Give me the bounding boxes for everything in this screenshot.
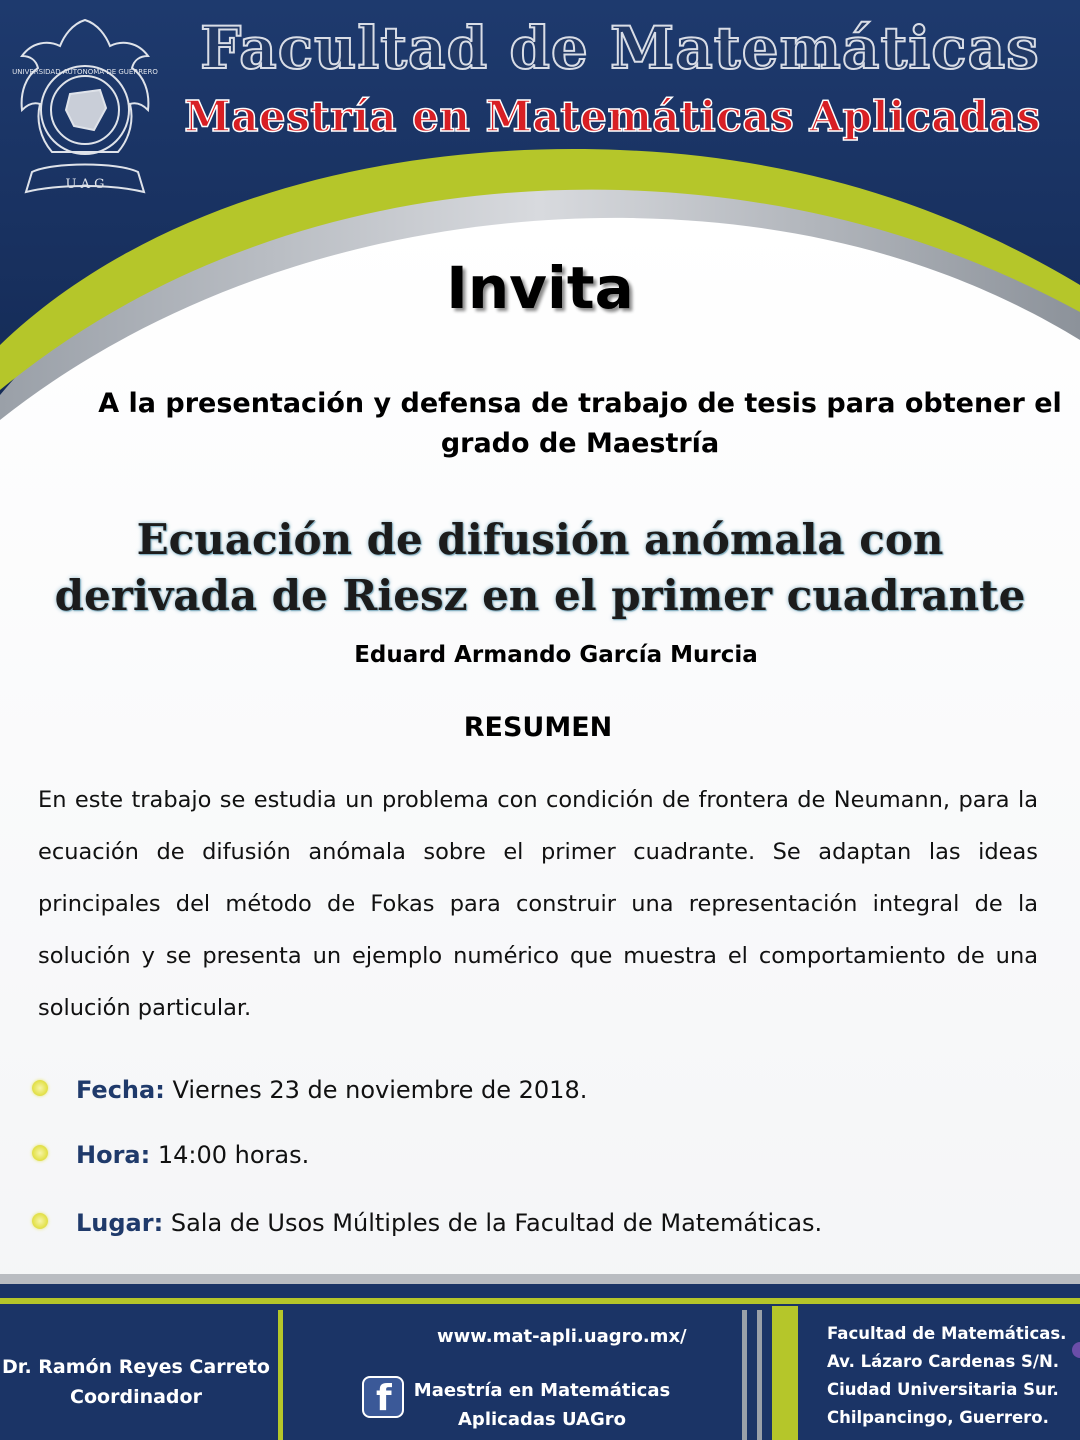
detail-label: Fecha:	[76, 1076, 165, 1104]
detail-hora	[32, 1141, 1032, 1169]
coordinator-block	[0, 1352, 272, 1412]
address-line: Facultad de Matemáticas.	[827, 1324, 1067, 1343]
footer-divider-gray-2	[757, 1310, 762, 1440]
address-line: Ciudad Universitaria Sur.	[827, 1380, 1059, 1399]
thesis-title	[20, 512, 1060, 624]
invitation-heading: Invita	[446, 254, 634, 322]
facebook-icon[interactable]: f	[362, 1376, 404, 1418]
program-title: Maestría en Matemáticas Aplicadas	[184, 92, 1041, 141]
thesis-title-line-2: derivada de Riesz en el primer cuadrante	[54, 571, 1026, 620]
detail-fecha	[32, 1076, 1032, 1104]
facebook-page-link[interactable]	[404, 1376, 680, 1434]
abstract-body: En este trabajo se estudia un problema con condición de frontera de Neumann, para la ecuación de difusión anómala sobre el primer cuadrante. Se adaptan las ideas principales del método de Fokas para construir una representación integral de la solución y se presenta un ejemplo numérico que muestra el comportamiento de una solución particular.	[38, 787, 1038, 1021]
footer-divider-green	[772, 1306, 798, 1440]
website-link[interactable]: www.mat-apli.uagro.mx/	[437, 1326, 687, 1347]
university-seal	[12, 12, 158, 204]
footer-divider-left	[278, 1310, 283, 1440]
detail-value: Sala de Usos Múltiples de la Facultad de Matemáticas.	[170, 1209, 823, 1237]
detail-value: 14:00 horas.	[157, 1141, 310, 1169]
address-line: Av. Lázaro Cardenas S/N.	[827, 1352, 1060, 1371]
facebook-line-2: Aplicadas UAGro	[458, 1409, 626, 1430]
bullet-icon	[32, 1213, 48, 1229]
facebook-line-1: Maestría en Matemáticas	[413, 1380, 671, 1401]
detail-value: Viernes 23 de noviembre de 2018.	[172, 1076, 588, 1104]
detail-label: Hora:	[76, 1141, 151, 1169]
address-line: Chilpancingo, Guerrero.	[827, 1408, 1049, 1427]
bullet-icon	[32, 1080, 48, 1096]
seal-text: UNIVERSIDAD AUTONOMA DE GUERRERO	[12, 68, 158, 76]
detail-label: Lugar:	[76, 1209, 164, 1237]
abstract-heading: RESUMEN	[463, 712, 613, 743]
bullet-icon	[32, 1145, 48, 1161]
coordinator-name: Dr. Ramón Reyes Carreto	[2, 1356, 270, 1378]
thesis-author: Eduard Armando García Murcia	[354, 642, 758, 668]
detail-lugar	[32, 1209, 1032, 1237]
seal-letters: U A G	[65, 177, 105, 192]
footer-green-line	[0, 1298, 1080, 1304]
footer-gray-line	[0, 1274, 1080, 1284]
footer-divider-gray-1	[742, 1310, 747, 1440]
faculty-title: Facultad de Matemáticas	[200, 14, 1040, 82]
coordinator-role: Coordinador	[70, 1386, 202, 1408]
address-block	[827, 1320, 1066, 1432]
invitation-intro: A la presentación y defensa de trabajo de tesis para obtener el grado de Maestría	[98, 388, 1062, 459]
thesis-title-line-1: Ecuación de difusión anómala con	[136, 515, 944, 564]
